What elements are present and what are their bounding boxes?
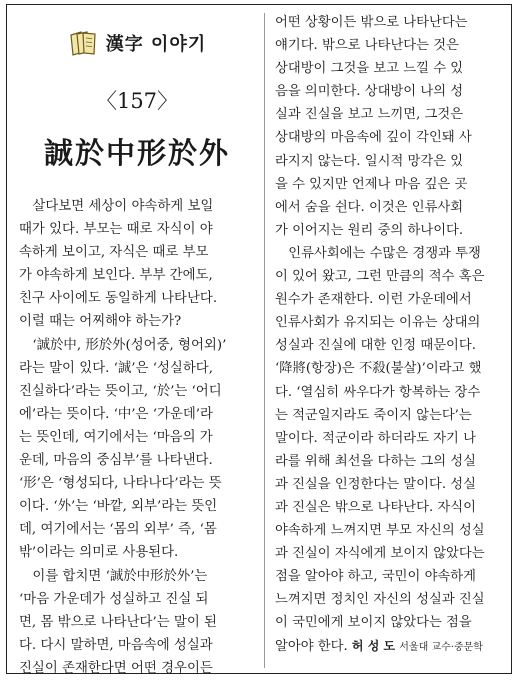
text-line: 밖’이라는 의미로 사용된다.	[19, 545, 179, 561]
text-line: 다. 다시 말하면, 마음속에 성실과	[19, 637, 213, 653]
byline-author: 허 성 도	[351, 638, 396, 653]
left-column	[19, 11, 255, 680]
text-line: ‘形’은 ‘형성되다, 나타나다’라는 뜻	[19, 476, 222, 492]
text-line: 운데, 마음의 중심부’를 나타낸다.	[19, 453, 213, 469]
article-page	[6, 4, 512, 674]
text-line: 인류사회에는 수많은 경쟁과 투쟁	[275, 245, 481, 261]
article-number: 〈157〉	[95, 89, 179, 113]
text-line: 라지지 않는다. 일시적 망각은 있	[275, 153, 464, 169]
text-line: 인류사회가 유지되는 이유는 상대의	[275, 315, 481, 331]
text-line: 진실하다’라는 뜻이고, ‘於’는 ‘어디	[19, 383, 222, 399]
article-title: 誠於中形於外	[43, 136, 230, 170]
text-line: 라는 말이 있다. ‘誠’은 ‘성실하다,	[19, 360, 213, 376]
book-icon	[68, 30, 98, 56]
text-line: 과 진실이 자식에게 보이지 않았다는	[275, 546, 485, 562]
text-line: 음을 의미한다. 상대방이 나의 성	[275, 84, 464, 100]
text-line: 이럴 때는 어찌해야 하는가?	[19, 314, 182, 330]
text-line: 이를 합치면 ‘誠於中形於外’는	[19, 568, 208, 584]
text-line: 진실이 존재한다면 어떤 경우이든	[19, 660, 213, 676]
text-line: 상대방이 그것을 보고 느낄 수 있	[275, 61, 464, 77]
text-line: 가 야속하게 보인다. 부부 간에도,	[19, 268, 213, 284]
text-line: 다. ‘열심히 싸우다가 항복하는 장수	[275, 384, 481, 400]
right-column	[275, 11, 505, 658]
text-line: 야속하게 느껴지면 부모 자신의 성실	[275, 523, 485, 539]
text-line: 에서 숨을 쉰다. 이것은 인류사회	[275, 199, 464, 215]
column-divider	[264, 13, 265, 668]
text-line: 성실과 진실에 대한 인정 때문이다.	[275, 338, 476, 354]
text-line: 이 국민에게 보이지 않았다는 점을	[275, 615, 472, 631]
text-line: 원수가 존재한다. 이런 가운데에서	[275, 292, 472, 308]
text-line: 때가 있다. 부모는 때로 자식이 야	[19, 222, 213, 238]
byline-affiliation: 서울대 교수·중문학	[399, 641, 483, 653]
text-line: 친구 사이에도 동일하게 나타난다.	[19, 291, 218, 307]
text-line: 상대방의 마음속에 깊이 각인돼 사	[275, 130, 472, 146]
text-line: ‘誠於中, 形於外(성어중, 형어외)’	[19, 337, 227, 353]
text-line	[275, 635, 505, 658]
column-header	[19, 11, 255, 75]
text-line: 는 적군일지라도 죽이지 않는다’는	[275, 407, 472, 423]
column-header-title: 漢字 이야기	[105, 34, 207, 55]
text-line: 과 진실을 인정한다는 말이다. 성실	[275, 476, 476, 492]
text-line: 는 뜻인데, 여기에서는 ‘마음의 가	[19, 429, 213, 445]
text-line-content: 알아야 한다.	[275, 638, 348, 654]
text-line: 을 수 있지만 언제나 마음 깊은 곳	[275, 176, 468, 192]
text-line: 살다보면 세상이 야속하게 보일	[19, 199, 214, 214]
text-line: 가 이어지는 원리 중의 하나이다.	[275, 222, 464, 238]
text-line: 실과 진실을 보고 느끼면, 그것은	[275, 107, 464, 123]
text-line: 데, 여기에서는 ‘몸의 외부’ 즉, ‘몸	[19, 522, 217, 538]
right-body-text	[275, 11, 505, 658]
text-line: 라를 위해 최선을 다하는 그의 성실	[275, 453, 476, 469]
text-line: 말이다. 적군이라 하더라도 자기 나	[275, 430, 476, 446]
text-line: 느껴지면 정치인 자신의 성실과 진실	[275, 592, 485, 608]
text-line: 에’라는 뜻이다. ‘中’은 ‘가운데’라	[19, 406, 213, 422]
left-body-text	[19, 195, 255, 680]
text-line: 얘기다. 밖으로 나타난다는 것은	[275, 38, 459, 54]
text-line: 면, 몸 밖으로 나타난다’는 말이 된	[19, 614, 217, 630]
text-line: 속하게 보이고, 자식은 때로 부모	[19, 245, 209, 261]
text-line: ‘降將(항장)은 不殺(불살)’이라고 했	[275, 361, 482, 377]
text-line: 이 있어 왔고, 그런 만큼의 적수 혹은	[275, 269, 485, 285]
text-line: ‘마음 가운데가 성실하고 진실 되	[19, 591, 209, 607]
text-line: 어떤 상황이든 밖으로 나타난다는	[275, 15, 468, 30]
text-line: 이다. ‘外’는 ‘바깥, 외부’라는 뜻인	[19, 499, 218, 515]
text-line: 과 진실은 밖으로 나타난다. 자식이	[275, 499, 476, 515]
text-line: 점을 알아야 하고, 국민이 야속하게	[275, 569, 476, 585]
